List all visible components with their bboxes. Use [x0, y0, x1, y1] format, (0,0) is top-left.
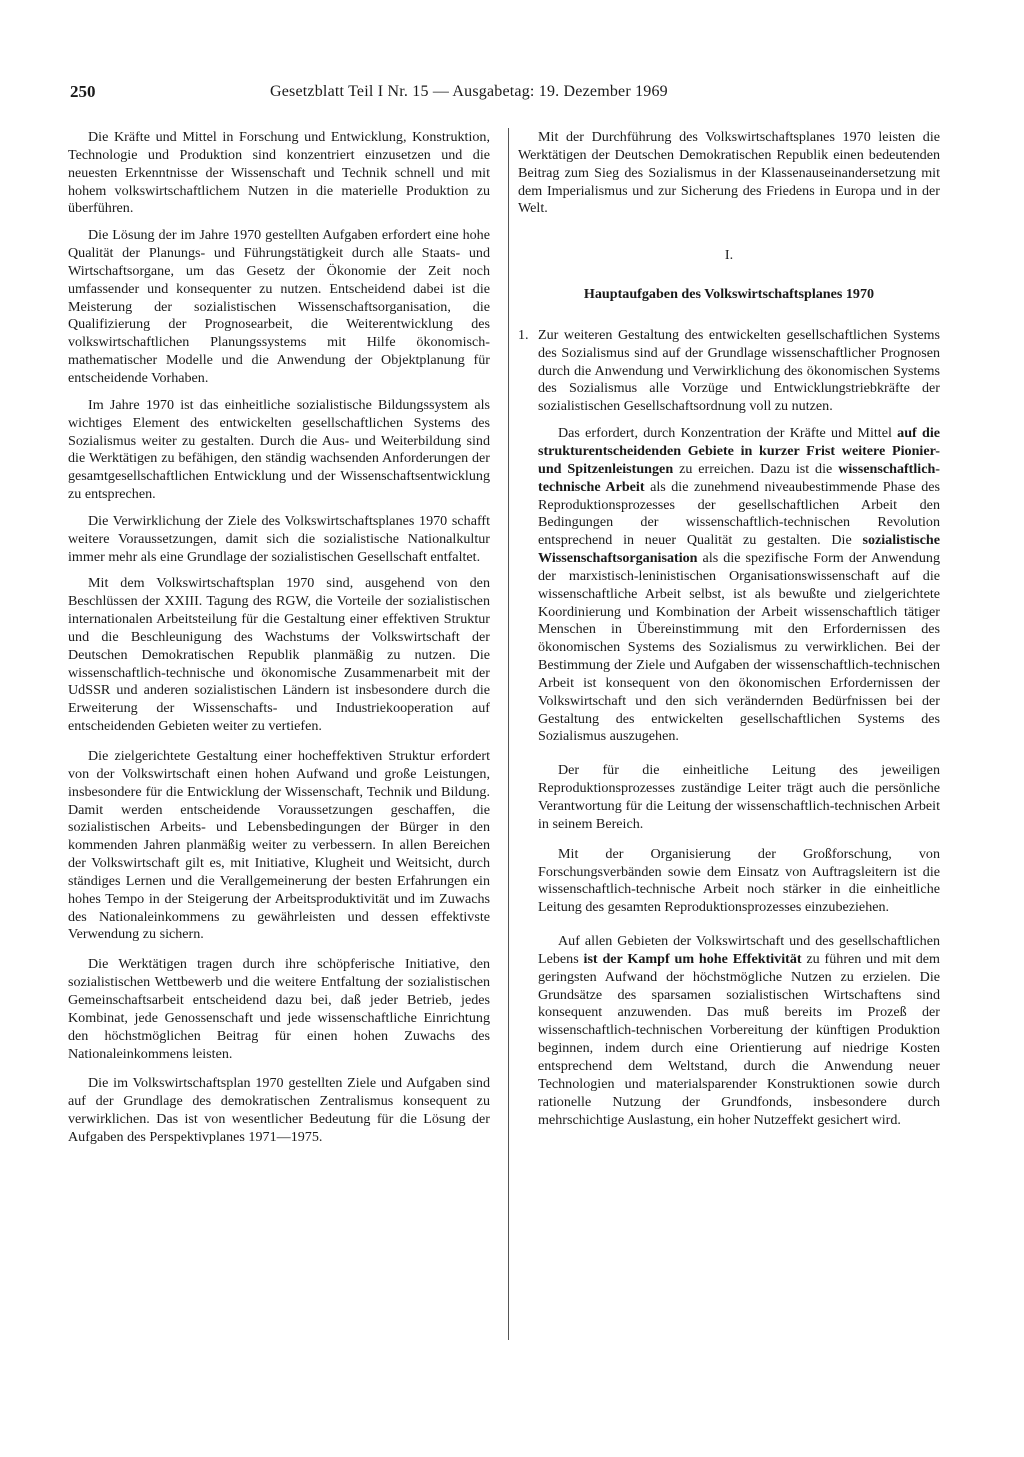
gazette-title: Gesetzblatt Teil I Nr. 15 — Ausgabetag: 19. Dezember 1969 — [270, 83, 668, 100]
text-run: zu erreichen. Dazu ist die — [673, 460, 839, 477]
paragraph: Die Lösung der im Jahre 1970 gestellten Aufgaben erfordert eine hohe Qualität der Planungs- und Führungstätigkeit durch alle Staats- und Wirtschaftsorgane, um das Gesetz der Ökonomie der Zeit noch umfassender und konsequenter zu nutzen. Entscheidend dabei ist die Meisterung der sozialistischen Wissenschaftsorganisation, die Qualifizierung der Prognosearbeit, die Weiterentwicklung des volkswirtschaftlichen Planungssystems mit Hilfe ökonomisch-mathematischer Modelle und die Anwendung der Objektplanung für entscheidende Vorhaben. — [68, 227, 490, 386]
left-column — [68, 129, 490, 1147]
section-title: Hauptaufgaben des Volkswirtschaftsplanes 1970 — [583, 286, 875, 303]
bold-run: sozialistische Wissenschaftsorganisation — [538, 532, 940, 567]
paragraph: Der für die einheitliche Leitung des jeweiligen Reproduktionsprozesses zuständige Leiter trägt auch die persönliche Verantwortung für die Leitung der wissenschaftlich-technischen Arbeit in seinem Bereich. — [538, 762, 940, 832]
bold-run: auf die strukturentscheidenden Gebiete in kurzer Frist weitere Pionier- und Spitzenleistungen — [538, 425, 940, 477]
paragraph: Mit der Organisierung der Großforschung, von Forschungsverbänden sowie dem Einsatz von Auftragsleitern ist die wissenschaftlich-technische Arbeit noch stärker in die einheitliche Leitung des gesamten Reproduktionsprozesses einzubeziehen. — [538, 845, 940, 916]
text-run: als die zunehmend niveaubestimmende Phase des Reproduktionsprozesses der gesellschaftlichen Arbeit den Bedingungen der wissenschaftlich-technischen Revolution entsprechend in neuer Qualität zu gestalten. Die — [538, 478, 940, 549]
text-run: Auf allen Gebieten der Volkswirtschaft und des gesellschaftlichen Lebens — [538, 933, 940, 967]
section-number: I. — [724, 247, 734, 264]
paragraph: Die im Volkswirtschaftsplan 1970 gestellten Ziele und Aufgaben sind auf der Grundlage des demokratischen Zentralismus konsequent zu verwirklichen. Das ist von wesentlicher Bedeutung für die Lösung der Aufgaben des Perspektivplanes 1971—1975. — [68, 1075, 490, 1145]
paragraph: Die Kräfte und Mittel in Forschung und Entwicklung, Konstruktion, Technologie und Produktion sind konzentriert einzusetzen und die neuesten Erkenntnisse der Wissenschaft und Technik schnell und mit hohem volkswirtschaftlichem Nutzen in die materielle Produktion zu überführen. — [68, 129, 490, 217]
list-item-number: 1. — [518, 326, 529, 343]
column-divider — [508, 128, 509, 1340]
paragraph: Die Werktätigen tragen durch ihre schöpferische Initiative, den sozialistischen Wettbewerb und die weitere Entfaltung der sozialistischen Gemeinschaftsarbeit entscheidend dazu bei, daß jeder Betrieb, jedes Kombinat, jede Genossenschaft und jede wissenschaftliche Einrichtung den höchstmöglichen Beitrag für einen hohen Zuwachs des Nationaleinkommens leisten. — [68, 956, 490, 1062]
paragraph: Die zielgerichtete Gestaltung einer hocheffektiven Struktur erfordert von der Volkswirtschaft einen hohen Aufwand und große Leistungen, insbesondere für die Entwicklung der Wissenschaft, Technik und Bildung. Damit werden entscheidende Voraussetzungen geschaffen, die sozialistischen Arbeits- und Lebensbedingungen der Bürger in den kommenden Jahren planmäßig weiter zu verbessern. In allen Bereichen der Volkswirtschaft gilt es, mit Initiative, Klugheit und Weitsicht, durch ständiges Lernen und die Verallgemeinerung der besten Erfahrungen ein hohes Tempo in der Steigerung der Arbeitsproduktivität und im Zuwachs des Nationaleinkommens zu gewährleisten und dessen effektivste Verwendung zu sichern. — [68, 748, 490, 943]
page-number: 250 — [70, 82, 96, 101]
paragraph: Die Verwirklichung der Ziele des Volkswirtschaftsplanes 1970 schafft weitere Voraussetzungen, damit sich die sozialistische Nationalkultur immer mehr als eine Grundlage der sozialistischen Gesellschaft entfaltet. — [68, 512, 490, 565]
paragraph — [518, 933, 940, 1129]
text-run: als die spezifische Form der Anwendung der marxistisch-leninistischen Organisationswissenschaft auf die wissenschaftliche Arbeit selbst, ist als bewußte und zielgerichtete Koordinierung und Kombination der Arbeit wissenschaftlich tätiger Menschen in Übereinstimmung mit den Erfordernissen des ökonomischen Systems des Sozialismus zu verwirklichen. Bei der Bestimmung der Ziele und Aufgaben der wissenschaftlich-technischen Arbeit ist konsequent von den ökonomischen Erfordernissen der Volkswirtschaft und den sich verändernden Bedürfnissen bei der Gestaltung des entwickelten gesellschaftlichen Systems des Sozialismus auszugehen. — [538, 550, 940, 745]
paragraph: Im Jahre 1970 ist das einheitliche sozialistische Bildungssystem als wichtiges Element des entwickelten gesellschaftlichen Systems des Sozialismus weiter zu gestalten. Durch die Aus- und Weiterbildung sind die Werktätigen zu befähigen, den ständig wachsenden Anforderungen der gesamtgesellschaftlichen Entwicklung und der Wissenschaftsentwicklung zu entsprechen. — [68, 396, 490, 503]
text-run: Das erfordert, durch Konzentration der Kräfte und Mittel — [558, 425, 898, 442]
bold-run: wissenschaftlich-technische Arbeit — [538, 460, 940, 495]
page-header — [70, 82, 754, 106]
paragraph: Mit der Durchführung des Volkswirtschaftsplanes 1970 leisten die Werktätigen der Deutschen Demokratischen Republik einen bedeutenden Beitrag zum Sieg des Sozialismus in der Klassenauseinandersetzung mit dem Imperialismus und zur Sicherung des Friedens in Europa und in der Welt. — [518, 129, 940, 217]
list-item — [518, 327, 940, 416]
right-column — [518, 129, 940, 1129]
list-item-text: Zur weiteren Gestaltung des entwickelten gesellschaftlichen Systems des Sozialismus sind auf der Grundlage wissenschaftlicher Prognosen durch die Anwendung und Verwirklichung des ökonomischen Systems des Sozialismus alle Vorzüge und Entwicklungstriebkräfte der sozialistischen Gesellschaftsordnung voll zu nutzen. — [538, 326, 940, 415]
paragraph: Mit dem Volkswirtschaftsplan 1970 sind, ausgehend von den Beschlüssen der XXIII. Tagung des RGW, die Vorteile der sozialistischen internationalen Arbeitsteilung für die Gestaltung einer effektiven Struktur und die Beschleunigung des Wachstums der Volkswirtschaft der Deutschen Demokratischen Republik planmäßig zu nutzen. Die wissenschaftlich-technische und ökonomische Zusammenarbeit mit der UdSSR und anderen sozialistischen Ländern ist insbesondere durch die Erweiterung der Wissenschafts- und Industriekooperation auf entscheidenden Gebieten weiter zu vertiefen. — [68, 575, 490, 735]
text-run: zu führen und mit dem geringsten Aufwand der höchstmögliche Nutzen zu erzielen. Die Grundsätze des sparsamen sozialistischen Wirtschaftens sind konsequent anzuwenden. Das muß bereits im Prozeß der wissenschaftlich-technischen Vorbereitung der künftigen Produktion beginnen, indem durch eine Orientierung auf niedrige Kosten entsprechend dem Weltstand, durch die Anwendung neuer Technologien und materialsparender Konstruktionen sowie durch rationelle Nutzung der Grundfonds, insbesondere durch mehrschichtige Auslastung, ein hoher Nutzeffekt gesichert wird. — [538, 950, 940, 1128]
paragraph — [518, 425, 940, 746]
bold-run: ist der Kampf um hohe Effektivität — [583, 950, 802, 967]
